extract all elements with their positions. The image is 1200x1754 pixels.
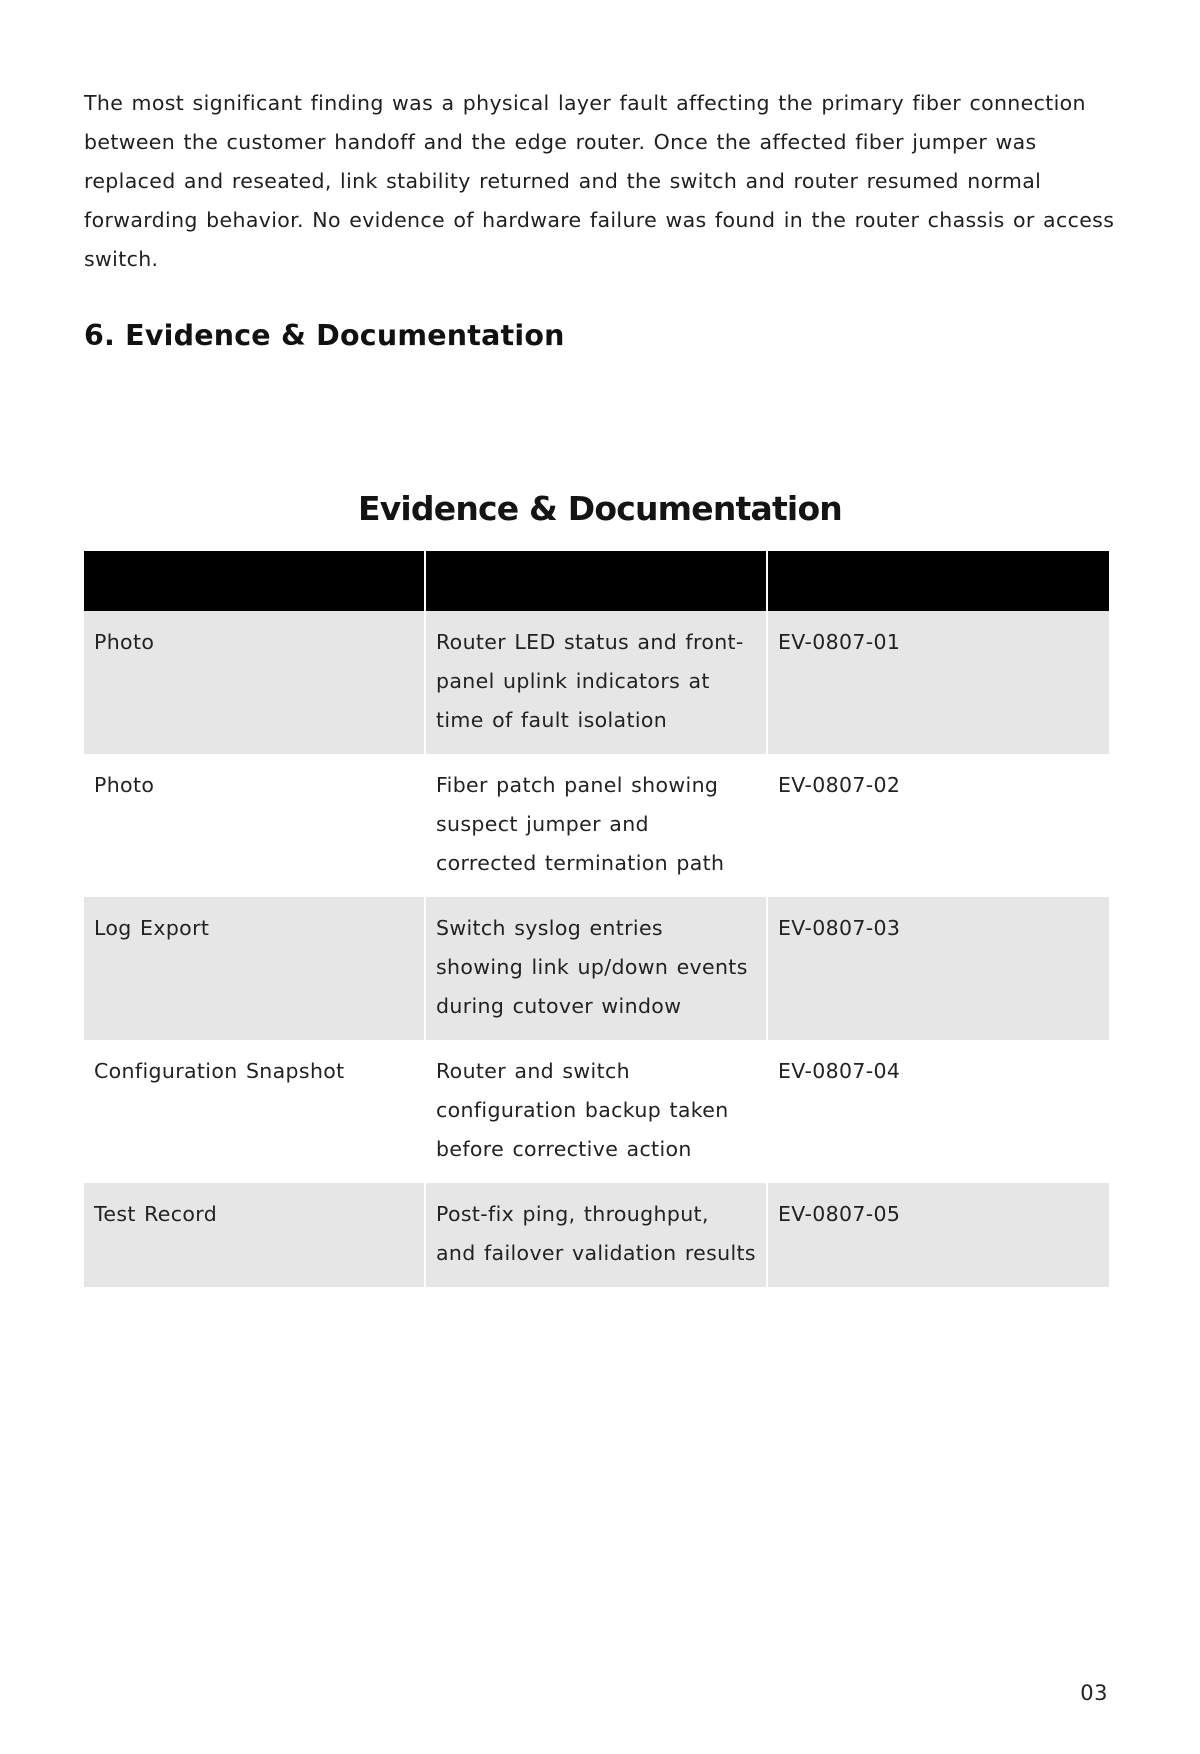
evidence-description-cell: Fiber patch panel showing suspect jumper and corrected termination path — [425, 754, 767, 897]
header-cell-description — [425, 551, 767, 611]
findings-paragraph: The most significant finding was a physical layer fault affecting the primary fiber connection between the customer handoff and the edge router. Once the affected fiber jumper was replaced and reseated, link stability returned and the switch and router resumed normal forwarding behavior. No evidence of hardware failure was found in the router chassis or access switch. — [84, 91, 1115, 271]
table-body — [84, 611, 1109, 1287]
header-cell-type — [84, 551, 425, 611]
evidence-description-cell: Router LED status and front-panel uplink indicators at time of fault isolation — [425, 611, 767, 754]
evidence-description-cell: Switch syslog entries showing link up/down events during cutover window — [425, 897, 767, 1040]
evidence-type-cell: Configuration Snapshot — [84, 1040, 425, 1183]
table-row — [84, 897, 1109, 1040]
evidence-reference-cell: EV-0807-04 — [767, 1040, 1109, 1183]
table-row — [84, 754, 1109, 897]
evidence-type-cell: Photo — [84, 754, 425, 897]
table-title: Evidence & Documentation — [357, 489, 843, 528]
evidence-description-cell: Router and switch configuration backup taken before corrective action — [425, 1040, 767, 1183]
evidence-table — [84, 551, 1109, 1287]
evidence-reference-cell: EV-0807-03 — [767, 897, 1109, 1040]
evidence-type-cell: Log Export — [84, 897, 425, 1040]
evidence-reference-cell: EV-0807-02 — [767, 754, 1109, 897]
table-header-row — [84, 551, 1109, 611]
page-number: 03 — [1080, 1681, 1108, 1705]
evidence-reference-cell: EV-0807-05 — [767, 1183, 1109, 1287]
table-row — [84, 611, 1109, 754]
header-cell-reference — [767, 551, 1109, 611]
evidence-description-cell: Post-fix ping, throughput, and failover validation results — [425, 1183, 767, 1287]
section-heading: 6. Evidence & Documentation — [84, 319, 565, 352]
evidence-type-cell: Test Record — [84, 1183, 425, 1287]
evidence-type-cell: Photo — [84, 611, 425, 754]
table-row — [84, 1183, 1109, 1287]
table-header — [84, 551, 1109, 611]
evidence-reference-cell: EV-0807-01 — [767, 611, 1109, 754]
table-row — [84, 1040, 1109, 1183]
